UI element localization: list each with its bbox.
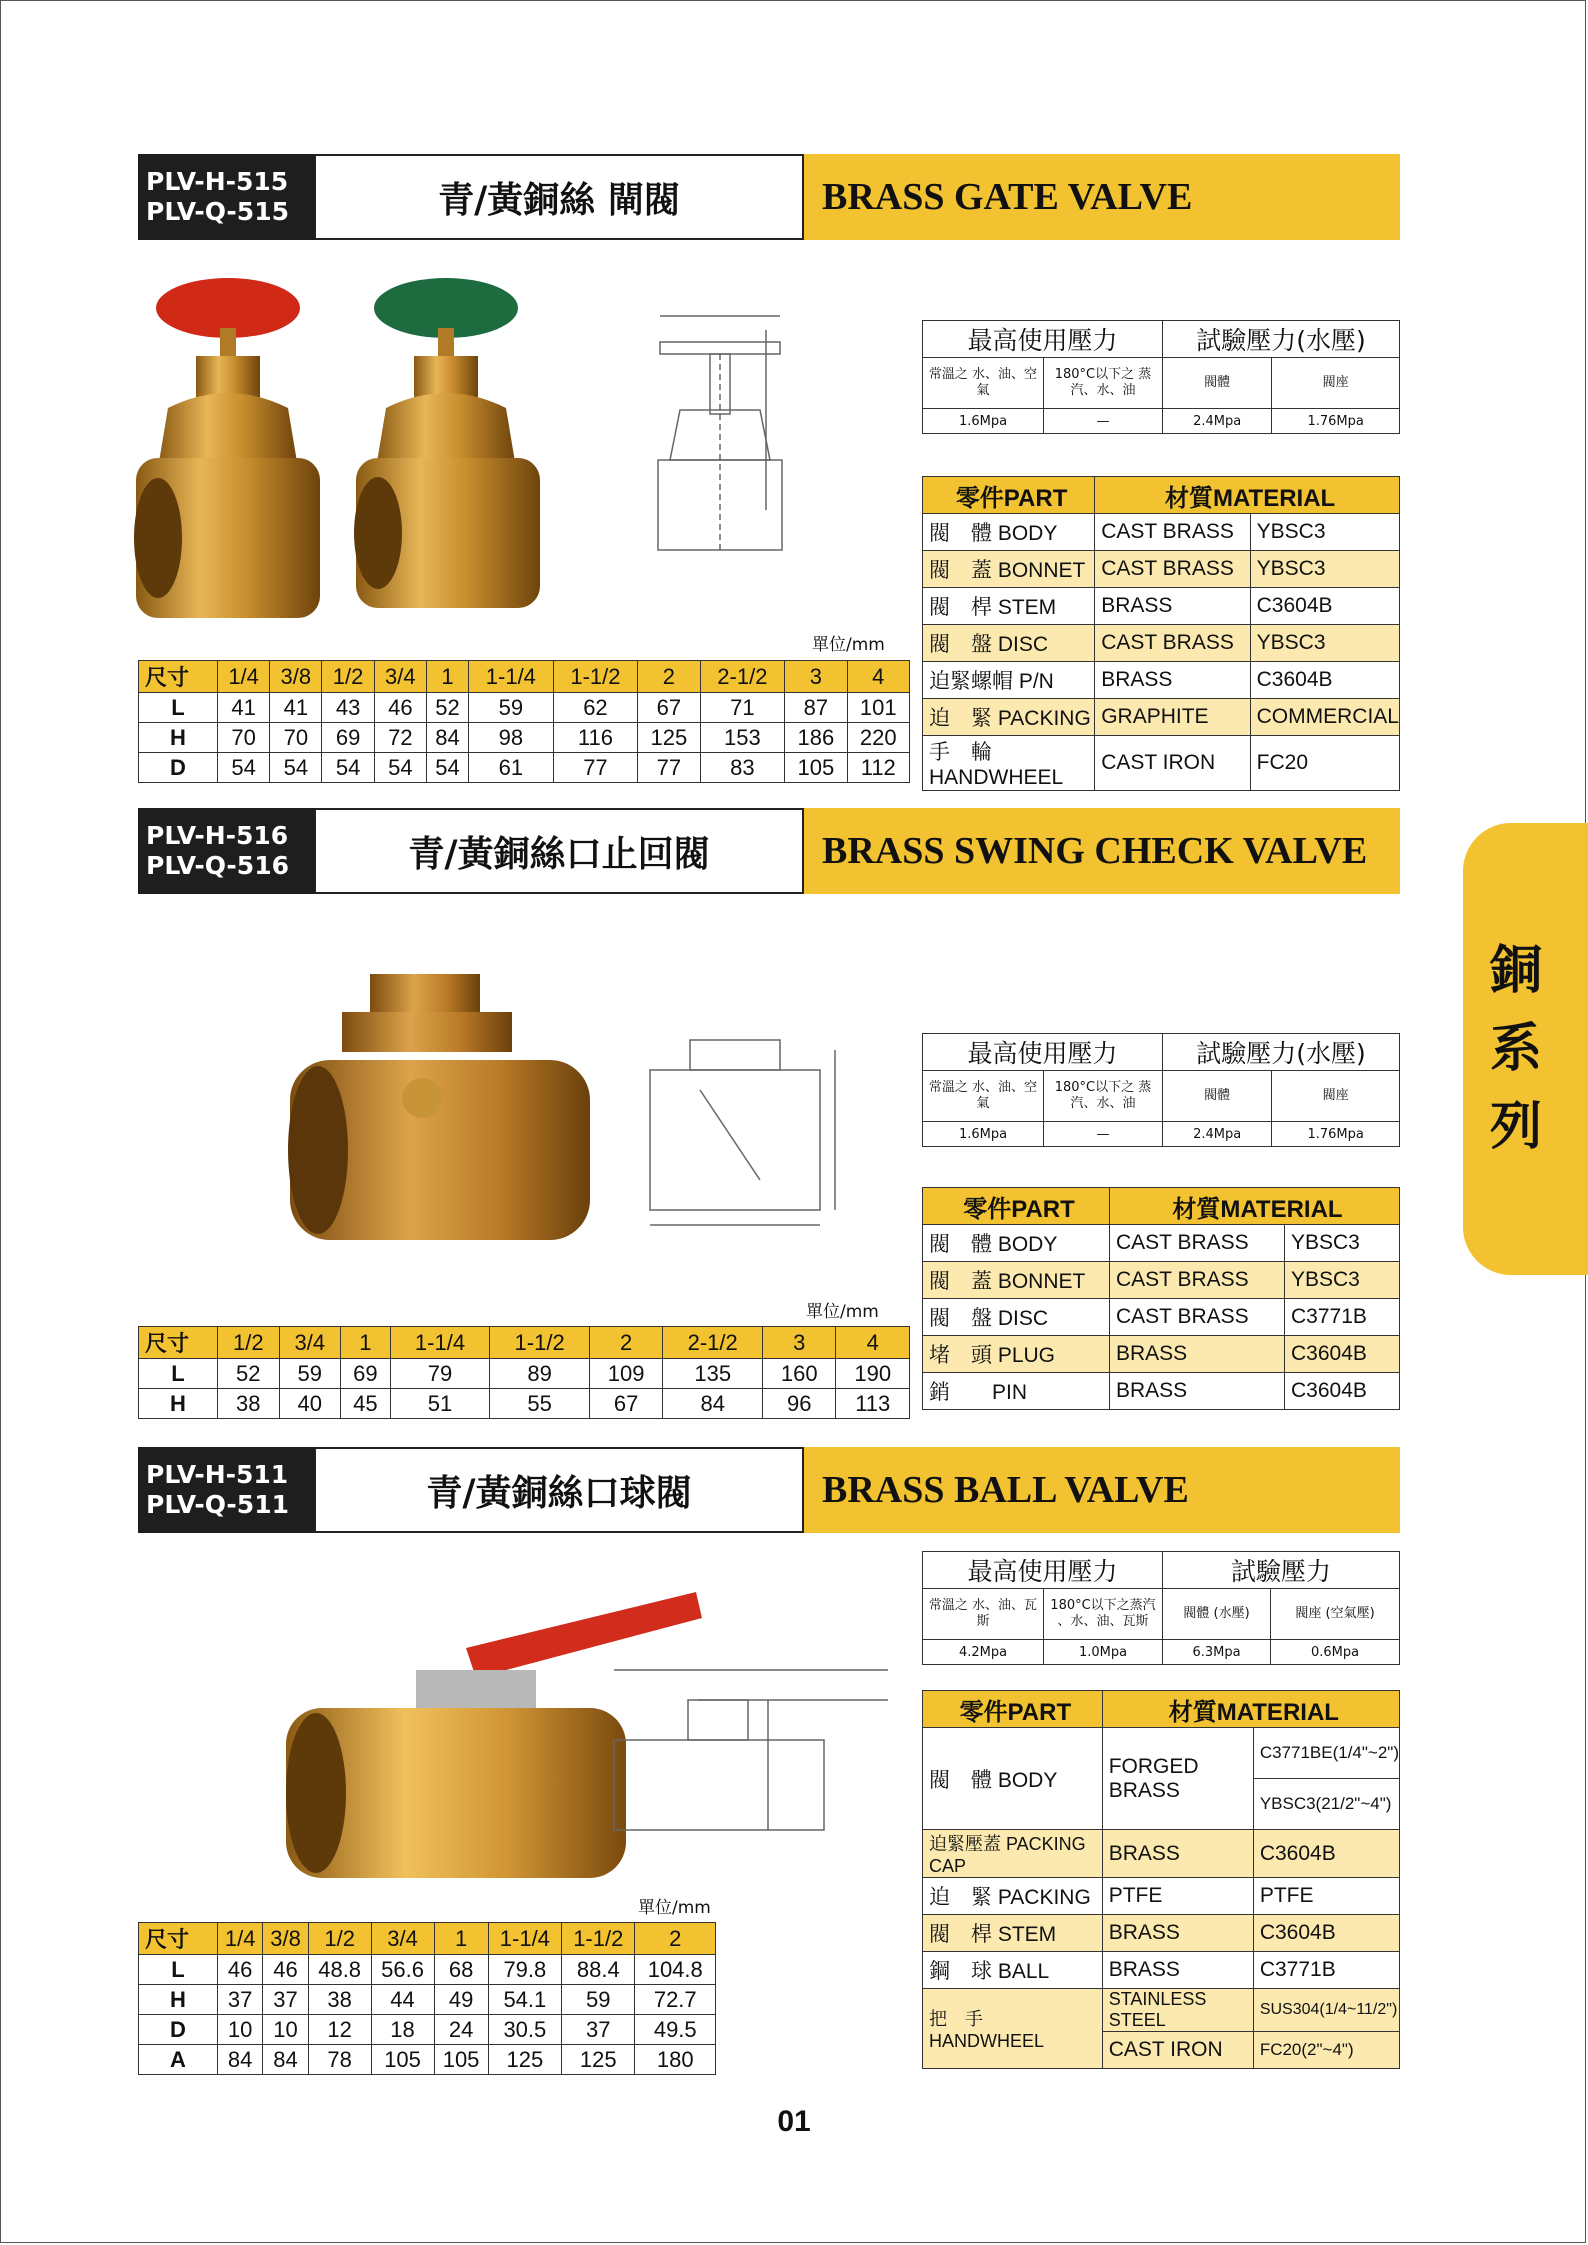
dim-cell: 84	[218, 2045, 263, 2075]
dim-row-label: L	[139, 1955, 218, 1985]
model-code: PLV-H-511	[146, 1460, 289, 1489]
material: CAST BRASS	[1095, 625, 1250, 662]
dim-cell: 105	[785, 753, 847, 783]
pressure-table-swing-check-valve	[922, 1033, 1400, 1147]
dim-cell: 54	[322, 753, 374, 783]
part-name: 迫 緊 PACKING	[923, 1878, 1103, 1915]
part-name: 閥 體 BODY	[923, 1728, 1103, 1830]
dim-cell: 10	[263, 2015, 308, 2045]
dim-cell: 83	[700, 753, 785, 783]
pressure-header-test: 試驗壓力(水壓)	[1163, 321, 1400, 358]
parts-header: 零件PART	[923, 1188, 1110, 1225]
dim-cell: 72	[374, 723, 426, 753]
dim-cell: 52	[218, 1359, 280, 1389]
dim-cell: 38	[218, 1389, 280, 1419]
material-code: YBSC3	[1250, 625, 1399, 662]
part-name: 閥 蓋 BONNET	[923, 551, 1095, 588]
dim-cell: 220	[847, 723, 909, 753]
dim-cell: 125	[562, 2045, 635, 2075]
dim-cell: 113	[836, 1389, 910, 1419]
side-tab-char: 系	[1489, 1019, 1542, 1079]
dim-cell: 69	[341, 1359, 391, 1389]
pressure-header-test: 試驗壓力	[1163, 1552, 1400, 1589]
pressure-cond: 常溫之 水、油、空氣	[923, 358, 1044, 409]
section-header-swing-check-valve	[138, 808, 1400, 894]
dim-cell: 109	[589, 1359, 662, 1389]
dim-cell: 84	[263, 2045, 308, 2075]
dim-row-label: A	[139, 2045, 218, 2075]
pressure-cond: 180°C以下之 蒸汽、水、油	[1044, 1071, 1163, 1122]
pressure-cond: 常溫之 水、油、空氣	[923, 1071, 1044, 1122]
material-code: C3604B	[1250, 662, 1399, 699]
material-code: C3771B	[1253, 1952, 1399, 1989]
part-name: 銷 PIN	[923, 1373, 1110, 1410]
model-codes	[138, 1447, 314, 1533]
material: FORGED BRASS	[1102, 1728, 1253, 1830]
dim-cell: 79.8	[488, 1955, 561, 1985]
dim-header-cell: 1/2	[218, 1327, 280, 1359]
dim-header-cell: 1-1/2	[490, 1327, 590, 1359]
material-code: YBSC3(21/2"~4")	[1253, 1779, 1399, 1830]
part-name: 閥 桿 STEM	[923, 1915, 1103, 1952]
material-code: C3604B	[1253, 1830, 1399, 1878]
parts-header: 零件PART	[923, 477, 1095, 514]
pressure-cond: 閥體 (水壓)	[1163, 1589, 1271, 1640]
material-code: C3604B	[1250, 588, 1399, 625]
title-chinese: 青/黃銅絲口止回閥	[314, 808, 804, 894]
pressure-value: 6.3Mpa	[1163, 1640, 1271, 1665]
dim-header-cell: 1-1/4	[469, 661, 554, 693]
title-english: BRASS GATE VALVE	[804, 154, 1400, 240]
material-header: 材質MATERIAL	[1095, 477, 1400, 514]
side-tab-char: 銅	[1489, 941, 1542, 1001]
dim-cell: 54	[374, 753, 426, 783]
dimension-table-gate-valve	[138, 660, 910, 783]
dim-cell: 54	[218, 753, 270, 783]
model-code: PLV-H-516	[146, 821, 289, 850]
pressure-value: —	[1044, 409, 1163, 434]
dim-cell: 43	[322, 693, 374, 723]
dim-cell: 54	[426, 753, 468, 783]
dim-cell: 160	[763, 1359, 836, 1389]
dim-cell: 37	[218, 1985, 263, 2015]
material-code: C3604B	[1285, 1336, 1400, 1373]
dim-cell: 59	[469, 693, 554, 723]
material: BRASS	[1102, 1830, 1253, 1878]
dim-header-cell: 1	[426, 661, 468, 693]
dim-cell: 48.8	[308, 1955, 371, 1985]
material: CAST BRASS	[1095, 551, 1250, 588]
material: BRASS	[1095, 588, 1250, 625]
dim-cell: 87	[785, 693, 847, 723]
dim-cell: 104.8	[635, 1955, 716, 1985]
pressure-value: 1.6Mpa	[923, 1122, 1044, 1147]
dim-cell: 135	[663, 1359, 763, 1389]
model-code: PLV-Q-511	[146, 1490, 289, 1519]
dim-cell: 37	[263, 1985, 308, 2015]
material-code: C3604B	[1285, 1373, 1400, 1410]
dim-cell: 190	[836, 1359, 910, 1389]
dim-cell: 71	[700, 693, 785, 723]
dim-cell: 40	[279, 1389, 341, 1419]
gate-valve-product-photo	[128, 268, 568, 638]
dim-cell: 79	[390, 1359, 490, 1389]
material: CAST BRASS	[1095, 514, 1250, 551]
parts-table-ball-valve	[922, 1690, 1400, 2069]
part-name: 閥 體 BODY	[923, 514, 1095, 551]
pressure-table-gate-valve	[922, 320, 1400, 434]
pressure-cond: 閥體	[1163, 1071, 1272, 1122]
part-name: 閥 盤 DISC	[923, 625, 1095, 662]
dim-header-cell: 2-1/2	[663, 1327, 763, 1359]
dim-header-cell: 尺寸	[139, 1327, 218, 1359]
material-code: PTFE	[1253, 1878, 1399, 1915]
dim-cell: 12	[308, 2015, 371, 2045]
dim-cell: 41	[218, 693, 270, 723]
pressure-header-max: 最高使用壓力	[923, 1034, 1163, 1071]
material: CAST BRASS	[1110, 1225, 1285, 1262]
dim-row-label: H	[139, 723, 218, 753]
material: CAST IRON	[1095, 736, 1250, 791]
dim-header-cell: 1/2	[322, 661, 374, 693]
dim-cell: 77	[553, 753, 638, 783]
dim-header-cell: 尺寸	[139, 1923, 218, 1955]
dim-cell: 54	[270, 753, 322, 783]
material: PTFE	[1102, 1878, 1253, 1915]
pressure-value: 4.2Mpa	[923, 1640, 1044, 1665]
dim-cell: 116	[553, 723, 638, 753]
pressure-value: 1.76Mpa	[1272, 1122, 1400, 1147]
swing-check-valve-technical-drawing	[640, 1030, 850, 1230]
dim-cell: 44	[371, 1985, 434, 2015]
dim-cell: 52	[426, 693, 468, 723]
pressure-cond: 閥座	[1272, 358, 1400, 409]
model-code: PLV-Q-515	[146, 197, 289, 226]
dim-cell: 153	[700, 723, 785, 753]
material-code: FC20(2"~4")	[1253, 2032, 1399, 2069]
dim-cell: 105	[371, 2045, 434, 2075]
model-codes	[138, 154, 314, 240]
dim-cell: 84	[663, 1389, 763, 1419]
dim-header-cell: 3	[785, 661, 847, 693]
material: GRAPHITE	[1095, 699, 1250, 736]
dim-cell: 49.5	[635, 2015, 716, 2045]
title-chinese: 青/黃銅絲 閘閥	[314, 154, 804, 240]
dim-header-cell: 3/8	[270, 661, 322, 693]
dim-header-cell: 1	[434, 1923, 488, 1955]
dim-row-label: D	[139, 2015, 218, 2045]
dim-cell: 125	[488, 2045, 561, 2075]
dim-header-cell: 1/4	[218, 661, 270, 693]
dim-header-cell: 1/2	[308, 1923, 371, 1955]
dim-header-cell: 尺寸	[139, 661, 218, 693]
dim-cell: 101	[847, 693, 909, 723]
dim-cell: 54.1	[488, 1985, 561, 2015]
dim-header-cell: 1-1/4	[390, 1327, 490, 1359]
dim-header-cell: 1	[341, 1327, 391, 1359]
model-codes	[138, 808, 314, 894]
part-name: 閥 盤 DISC	[923, 1299, 1110, 1336]
dim-cell: 18	[371, 2015, 434, 2045]
dim-cell: 45	[341, 1389, 391, 1419]
dim-cell: 68	[434, 1955, 488, 1985]
dim-header-cell: 3/4	[374, 661, 426, 693]
dim-cell: 77	[638, 753, 700, 783]
dim-cell: 78	[308, 2045, 371, 2075]
dim-header-cell: 3	[763, 1327, 836, 1359]
dim-cell: 89	[490, 1359, 590, 1389]
material: BRASS	[1102, 1952, 1253, 1989]
dim-cell: 96	[763, 1389, 836, 1419]
pressure-value: 1.6Mpa	[923, 409, 1044, 434]
material-code: SUS304(1/4~11/2")	[1253, 1989, 1399, 2032]
pressure-cond: 常溫之 水、油、瓦斯	[923, 1589, 1044, 1640]
part-name: 迫緊螺帽 P/N	[923, 662, 1095, 699]
part-name: 堵 頭 PLUG	[923, 1336, 1110, 1373]
material-code: C3604B	[1253, 1915, 1399, 1952]
material-code: C3771BE(1/4"~2")	[1253, 1728, 1399, 1779]
dim-header-cell: 4	[836, 1327, 910, 1359]
dim-cell: 41	[270, 693, 322, 723]
pressure-value: 2.4Mpa	[1163, 1122, 1272, 1147]
dim-cell: 51	[390, 1389, 490, 1419]
pressure-cond: 閥體	[1163, 358, 1272, 409]
dim-cell: 112	[847, 753, 909, 783]
unit-label: 單位/mm	[812, 635, 885, 655]
material-code: YBSC3	[1285, 1225, 1400, 1262]
material-code: COMMERCIAL	[1250, 699, 1399, 736]
dim-row-label: H	[139, 1985, 218, 2015]
dim-cell: 88.4	[562, 1955, 635, 1985]
dim-cell: 61	[469, 753, 554, 783]
part-name: 把 手 HANDWHEEL	[923, 1989, 1103, 2069]
pressure-cond: 閥座 (空氣壓)	[1271, 1589, 1400, 1640]
dim-cell: 56.6	[371, 1955, 434, 1985]
dim-row-label: L	[139, 693, 218, 723]
dim-cell: 59	[279, 1359, 341, 1389]
material-code: YBSC3	[1250, 551, 1399, 588]
dim-cell: 46	[218, 1955, 263, 1985]
parts-header: 零件PART	[923, 1691, 1103, 1728]
unit-label: 單位/mm	[806, 1302, 879, 1322]
pressure-value: 1.0Mpa	[1044, 1640, 1163, 1665]
part-name: 閥 桿 STEM	[923, 588, 1095, 625]
swing-check-valve-product-photo	[282, 968, 602, 1278]
material: CAST BRASS	[1110, 1299, 1285, 1336]
dim-cell: 67	[638, 693, 700, 723]
part-name: 迫緊壓蓋 PACKING CAP	[923, 1830, 1103, 1878]
part-name: 迫 緊 PACKING	[923, 699, 1095, 736]
part-name: 手 輪 HANDWHEEL	[923, 736, 1095, 791]
gate-valve-technical-drawing	[640, 300, 830, 570]
dim-cell: 105	[434, 2045, 488, 2075]
dim-header-cell: 2	[589, 1327, 662, 1359]
dim-cell: 10	[218, 2015, 263, 2045]
dim-cell: 59	[562, 1985, 635, 2015]
category-side-tab	[1463, 823, 1588, 1275]
material: CAST BRASS	[1110, 1262, 1285, 1299]
dim-cell: 125	[638, 723, 700, 753]
dim-cell: 72.7	[635, 1985, 716, 2015]
material-code: FC20	[1250, 736, 1399, 791]
parts-table-swing-check-valve	[922, 1187, 1400, 1410]
dim-header-cell: 2-1/2	[700, 661, 785, 693]
material-header: 材質MATERIAL	[1102, 1691, 1399, 1728]
dim-cell: 46	[263, 1955, 308, 1985]
material: BRASS	[1110, 1336, 1285, 1373]
pressure-header-test: 試驗壓力(水壓)	[1163, 1034, 1400, 1071]
dim-cell: 70	[270, 723, 322, 753]
dim-row-label: H	[139, 1389, 218, 1419]
dim-cell: 55	[490, 1389, 590, 1419]
pressure-value: 1.76Mpa	[1272, 409, 1400, 434]
title-chinese: 青/黃銅絲口球閥	[314, 1447, 804, 1533]
parts-table-gate-valve	[922, 476, 1400, 791]
page-number: 01	[777, 2105, 811, 2138]
part-name: 閥 蓋 BONNET	[923, 1262, 1110, 1299]
unit-label: 單位/mm	[638, 1898, 711, 1918]
dim-cell: 70	[218, 723, 270, 753]
dim-cell: 24	[434, 2015, 488, 2045]
pressure-value: 2.4Mpa	[1163, 409, 1272, 434]
pressure-cond: 180°C以下之蒸汽 、水、油、瓦斯	[1044, 1589, 1163, 1640]
pressure-header-max: 最高使用壓力	[923, 321, 1163, 358]
dimension-table-swing-check-valve	[138, 1326, 910, 1419]
dim-cell: 49	[434, 1985, 488, 2015]
dimension-table-ball-valve	[138, 1922, 716, 2075]
pressure-cond: 180°C以下之 蒸汽、水、油	[1044, 358, 1163, 409]
dim-header-cell: 3/8	[263, 1923, 308, 1955]
section-header-gate-valve	[138, 154, 1400, 240]
model-code: PLV-Q-516	[146, 851, 289, 880]
material-code: YBSC3	[1250, 514, 1399, 551]
title-english: BRASS SWING CHECK VALVE	[804, 808, 1400, 894]
dim-row-label: D	[139, 753, 218, 783]
dim-cell: 69	[322, 723, 374, 753]
pressure-table-ball-valve	[922, 1551, 1400, 1665]
dim-header-cell: 2	[638, 661, 700, 693]
dim-cell: 98	[469, 723, 554, 753]
material-header: 材質MATERIAL	[1110, 1188, 1400, 1225]
dim-cell: 84	[426, 723, 468, 753]
dim-header-cell: 1-1/2	[562, 1923, 635, 1955]
title-english: BRASS BALL VALVE	[804, 1447, 1400, 1533]
material: BRASS	[1095, 662, 1250, 699]
dim-cell: 180	[635, 2045, 716, 2075]
material: STAINLESS STEEL	[1102, 1989, 1253, 2032]
dim-cell: 46	[374, 693, 426, 723]
pressure-header-max: 最高使用壓力	[923, 1552, 1163, 1589]
part-name: 閥 體 BODY	[923, 1225, 1110, 1262]
part-name: 鋼 球 BALL	[923, 1952, 1103, 1989]
dim-cell: 67	[589, 1389, 662, 1419]
dim-cell: 37	[562, 2015, 635, 2045]
material: BRASS	[1110, 1373, 1285, 1410]
dim-header-cell: 2	[635, 1923, 716, 1955]
pressure-value: —	[1044, 1122, 1163, 1147]
pressure-value: 0.6Mpa	[1271, 1640, 1400, 1665]
dim-header-cell: 1-1/2	[553, 661, 638, 693]
dim-cell: 62	[553, 693, 638, 723]
dim-cell: 38	[308, 1985, 371, 2015]
ball-valve-technical-drawing	[608, 1656, 908, 1836]
material: BRASS	[1102, 1915, 1253, 1952]
material-code: YBSC3	[1285, 1262, 1400, 1299]
model-code: PLV-H-515	[146, 167, 289, 196]
side-tab-char: 列	[1489, 1097, 1542, 1157]
material: CAST IRON	[1102, 2032, 1253, 2069]
dim-cell: 186	[785, 723, 847, 753]
dim-cell: 30.5	[488, 2015, 561, 2045]
dim-header-cell: 1/4	[218, 1923, 263, 1955]
pressure-cond: 閥座	[1272, 1071, 1400, 1122]
material-code: C3771B	[1285, 1299, 1400, 1336]
dim-header-cell: 3/4	[279, 1327, 341, 1359]
dim-row-label: L	[139, 1359, 218, 1389]
section-header-ball-valve	[138, 1447, 1400, 1533]
dim-header-cell: 1-1/4	[488, 1923, 561, 1955]
dim-header-cell: 4	[847, 661, 909, 693]
dim-header-cell: 3/4	[371, 1923, 434, 1955]
